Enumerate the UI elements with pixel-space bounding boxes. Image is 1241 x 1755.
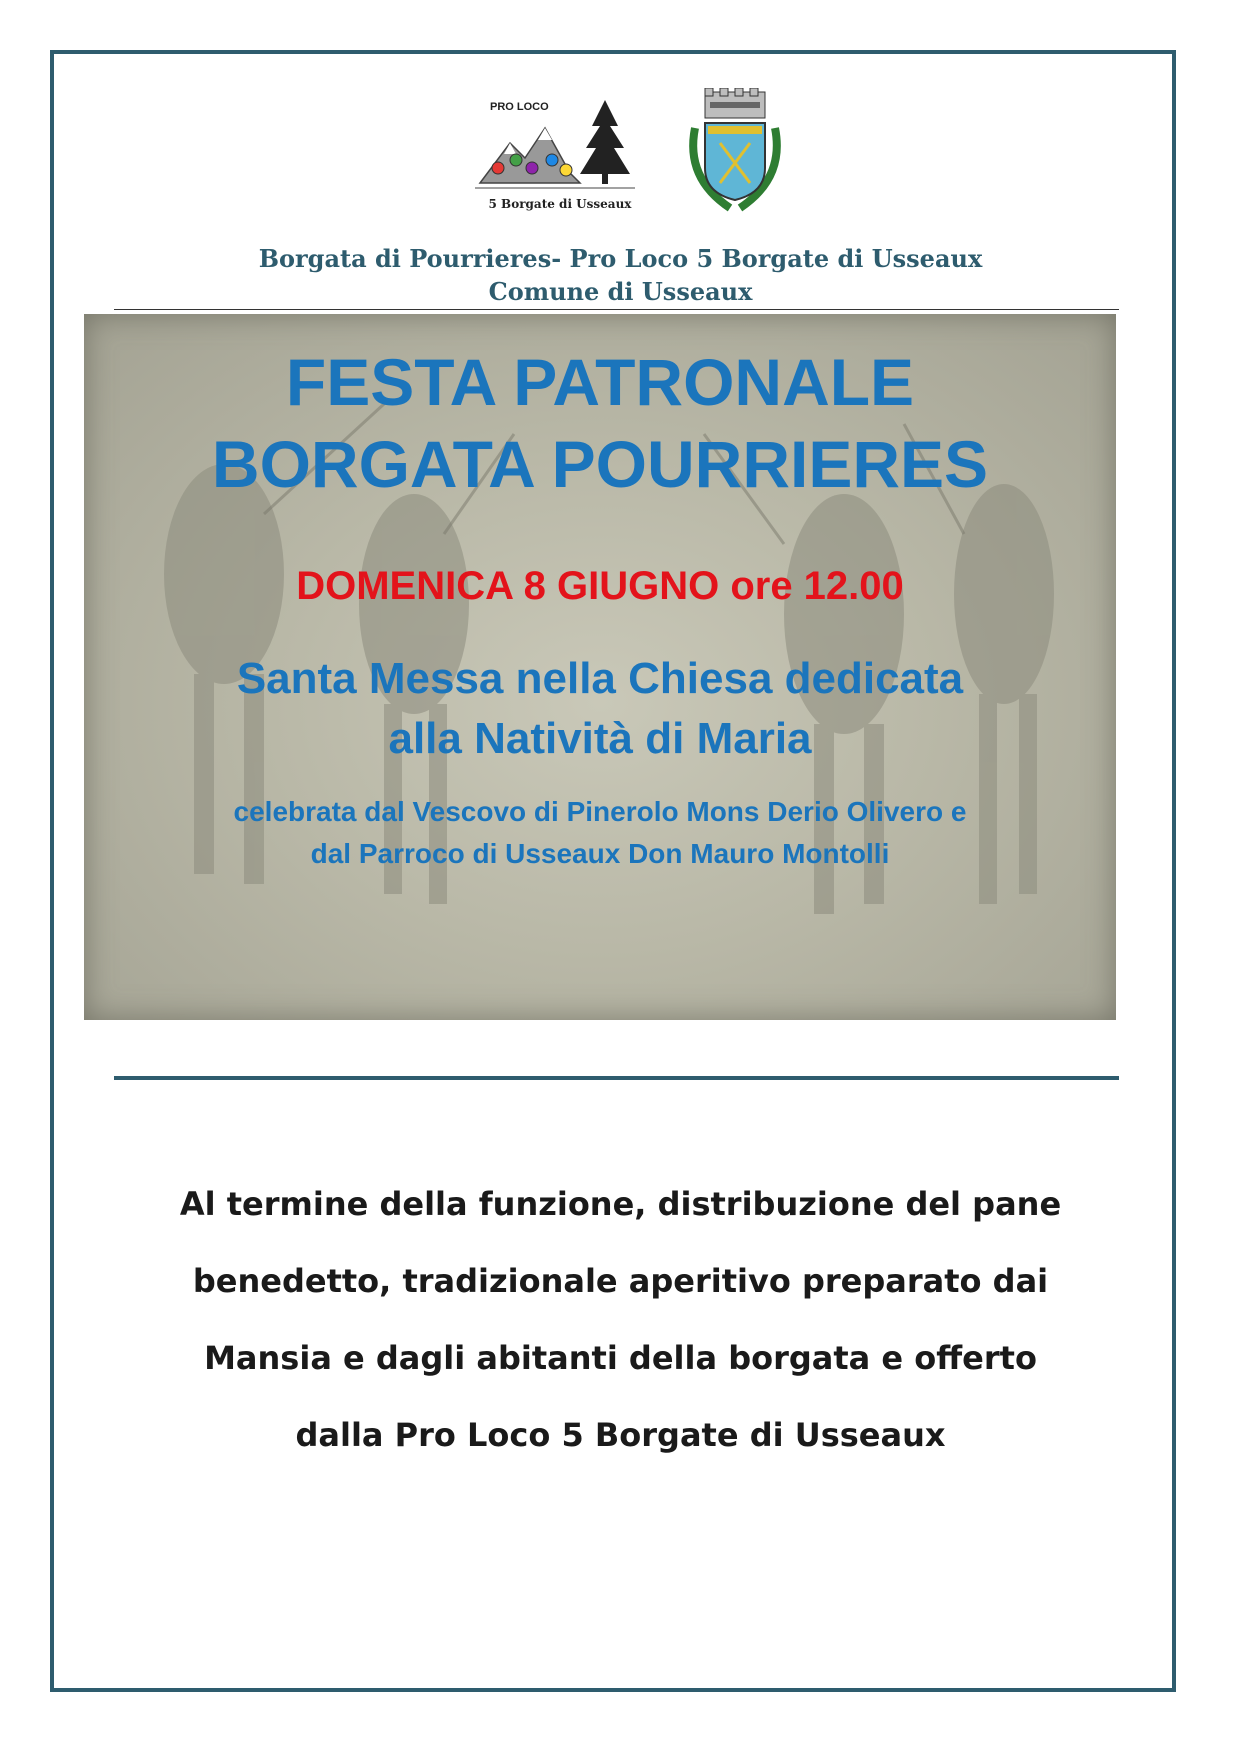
mass-line-1: Santa Messa nella Chiesa dedicata bbox=[236, 654, 964, 703]
header-line-2: Comune di Usseaux bbox=[488, 277, 753, 306]
logos bbox=[470, 88, 790, 218]
body-text-line-1: Al termine della funzione, distribuzione del pane bbox=[179, 1185, 1062, 1223]
event-banner bbox=[84, 314, 1116, 1020]
coat-of-arms-icon bbox=[680, 88, 790, 218]
body-text-line-2: benedetto, tradizionale aperitivo preparato dai bbox=[192, 1262, 1049, 1300]
mass-line-2: alla Natività di Maria bbox=[388, 714, 812, 763]
event-date: DOMENICA 8 GIUGNO ore 12.00 bbox=[296, 564, 904, 608]
proloco-bottom-text: 5 Borgate di Usseaux bbox=[488, 197, 632, 211]
section-divider bbox=[114, 1076, 1119, 1080]
header-divider bbox=[114, 309, 1119, 310]
event-title-line-1: FESTA PATRONALE bbox=[285, 345, 915, 419]
body-text-line-4: dalla Pro Loco 5 Borgate di Usseaux bbox=[295, 1416, 946, 1454]
event-title-line-2: BORGATA POURRIERES bbox=[211, 427, 989, 501]
proloco-top-text: PRO LOCO bbox=[490, 101, 549, 113]
proloco-logo bbox=[470, 88, 650, 218]
celebrant-line-1: celebrata dal Vescovo di Pinerolo Mons Derio Olivero e bbox=[233, 796, 967, 827]
body-text-line-3: Mansia e dagli abitanti della borgata e offerto bbox=[204, 1339, 1037, 1377]
header-line-1: Borgata di Pourrieres- Pro Loco 5 Borgate di Usseaux bbox=[258, 244, 983, 273]
celebrant-line-2: dal Parroco di Usseaux Don Mauro Montolli bbox=[310, 838, 890, 869]
